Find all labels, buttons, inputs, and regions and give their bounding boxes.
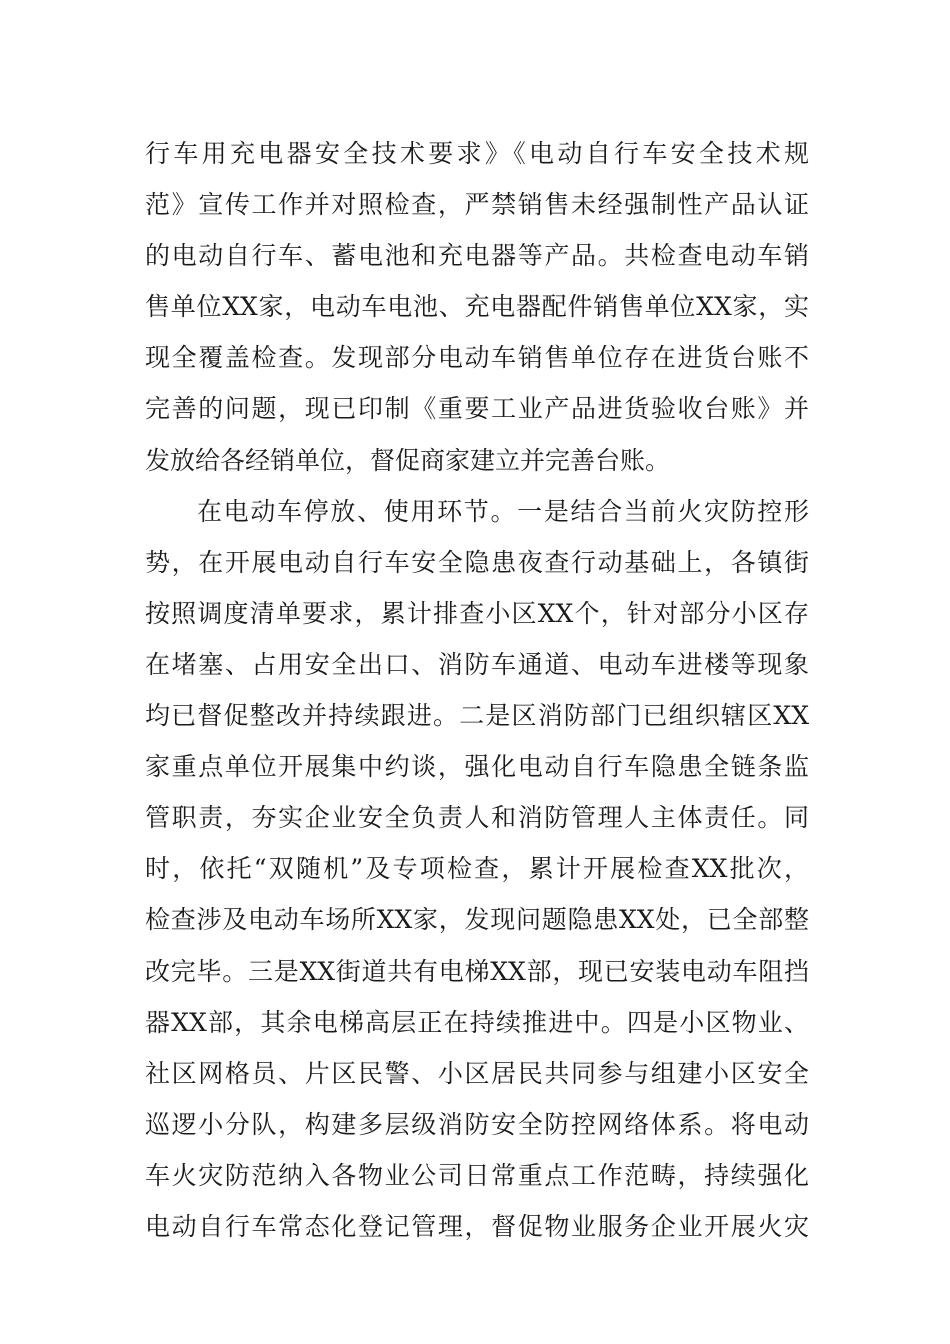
text-line: 家重点单位开展集中约谈，强化电动自行车隐患全链条监: [145, 752, 809, 782]
text-line: 时，依托“双随机”及专项检查，累计开展检查XX批次，: [145, 854, 809, 884]
text-line: 改完毕。三是XX街道共有电梯XX部，现已安装电动车阻挡: [145, 956, 809, 986]
text-line: 均已督促整改并持续跟进。二是区消防部门已组织辖区XX: [145, 701, 809, 731]
text-line: 势，在开展电动自行车安全隐患夜查行动基础上，各镇街: [145, 547, 809, 577]
paragraph-2: [145, 486, 809, 1304]
text-line: 按照调度清单要求，累计排查小区XX个，针对部分小区存: [145, 598, 809, 628]
text-line: [145, 1252, 809, 1303]
text-line: 检查涉及电动车场所XX家，发现问题隐患XX处，已全部整: [145, 905, 809, 935]
text-line: 社区网格员、片区民警、小区居民共同参与组建小区安全: [145, 1058, 809, 1088]
text-line: 发放给各经销单位，督促商家建立并完善台账。: [145, 445, 671, 475]
body-text: [145, 128, 809, 1303]
text-line: 售单位XX家，电动车电池、充电器配件销售单位XX家，实: [145, 292, 809, 322]
text-line: 在堵塞、占用安全出口、消防车通道、电动车进楼等现象: [145, 649, 809, 679]
text-line: 巡逻小分队，构建多层级消防安全防控网络体系。将电动: [145, 1109, 809, 1139]
text-line: 器XX部，其余电梯高层正在持续推进中。四是小区物业、: [145, 1007, 809, 1037]
text-line: 电动自行车常态化登记管理，督促物业服务企业开展火灾: [145, 1211, 809, 1241]
text-line: 范》宣传工作并对照检查，严禁销售未经强制性产品认证: [145, 190, 809, 220]
text-line: 管职责，夯实企业安全负责人和消防管理人主体责任。同: [145, 803, 809, 833]
text-line: 行车用充电器安全技术要求》《电动自行车安全技术规: [145, 139, 809, 168]
text-line: 车火灾防范纳入各物业公司日常重点工作范畴，持续强化: [145, 1160, 809, 1190]
text-line: 的电动自行车、蓄电池和充电器等产品。共检查电动车销: [145, 241, 809, 271]
paragraph-1: [145, 128, 809, 486]
text-line: 现全覆盖检查。发现部分电动车销售单位存在进货台账不: [145, 343, 809, 373]
text-line: 完善的问题，现已印制《重要工业产品进货验收台账》并: [145, 394, 809, 424]
text-line: 在电动车停放、使用环节。一是结合当前火灾防控形: [197, 496, 809, 526]
